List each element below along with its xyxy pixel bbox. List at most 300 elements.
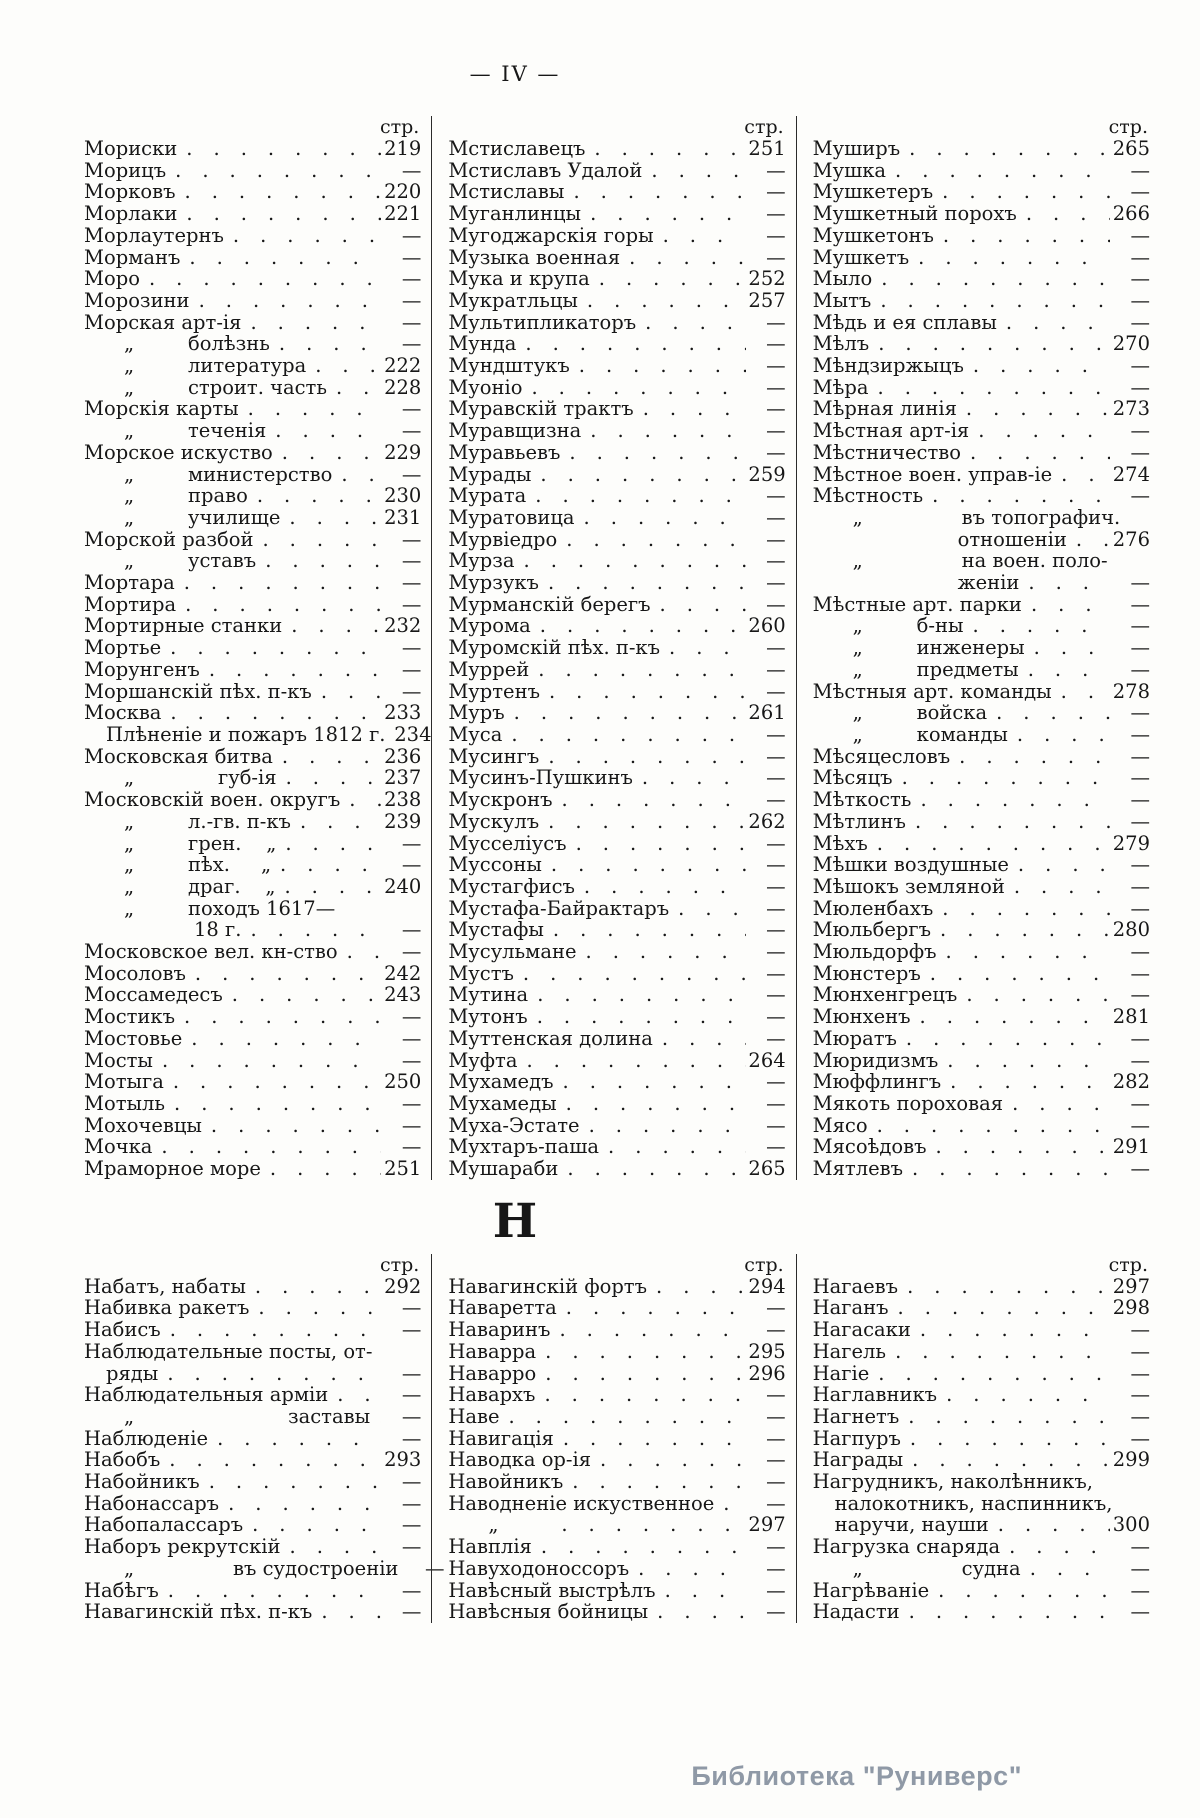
index-column — [84, 1253, 445, 1624]
entry-title: Наблюденіе — [84, 1426, 209, 1450]
entry-title: Муса — [448, 722, 503, 746]
index-entry — [84, 398, 421, 420]
entry-title: Муравскій трактъ — [448, 397, 634, 421]
index-entry — [448, 1276, 785, 1298]
dot-leader — [669, 898, 746, 919]
index-entry — [448, 984, 785, 1006]
index-entry — [813, 1406, 1150, 1428]
index-entry — [84, 225, 421, 247]
index-entry — [84, 984, 421, 1006]
index-entry — [813, 1449, 1150, 1471]
entry-page-number: — — [1130, 419, 1150, 443]
entry-title: литература — [188, 354, 307, 378]
dot-leader — [261, 1158, 381, 1179]
dot-leader — [921, 963, 1110, 984]
ditto-mark: „ — [852, 722, 863, 746]
entry-page-number: — — [401, 853, 422, 877]
entry-title: Набѣгъ — [84, 1578, 159, 1602]
entry-title: заставы — [288, 1404, 371, 1428]
dot-leader — [581, 420, 745, 441]
dot-leader — [903, 1449, 1110, 1470]
dot-leader — [248, 485, 382, 506]
entry-title: Мюленбахъ — [812, 896, 934, 920]
entry-title: строит. часть — [188, 375, 327, 399]
index-entry — [813, 1471, 1150, 1493]
entry-page-number: — — [766, 766, 786, 790]
entry-page-number: — — [766, 1318, 786, 1342]
entry-page-number: — — [1130, 1091, 1150, 1115]
entry-title: Наблюдательныя арміи — [84, 1383, 329, 1407]
dot-leader — [969, 420, 1110, 441]
entry-page-number: — — [1130, 1026, 1150, 1050]
index-entry — [813, 1363, 1150, 1385]
index-entry — [448, 1449, 785, 1471]
dot-leader — [208, 1428, 381, 1449]
entry-title: Мюратъ — [812, 1026, 897, 1050]
index-entry — [813, 1580, 1150, 1602]
entry-title: команды — [916, 722, 1008, 746]
entry-title: Мустъ — [448, 961, 514, 985]
entry-title: Мурады — [448, 462, 532, 486]
dot-leader — [532, 1536, 746, 1557]
entry-page-number: — — [1130, 1339, 1150, 1363]
dot-leader — [552, 1514, 745, 1535]
entry-title: Наводка ор-ія — [448, 1448, 592, 1472]
entry-page-number: 264 — [748, 1048, 786, 1072]
entry-title: Наваринъ — [448, 1318, 551, 1342]
entry-page-number: — — [766, 831, 786, 855]
entry-title: Московское вел. кн-ство — [84, 940, 338, 964]
entry-title: Мурза — [448, 549, 515, 573]
entry-page-number: — — [766, 1404, 786, 1428]
entry-page-number: 221 — [384, 202, 422, 226]
entry-title: Мѣхъ — [812, 831, 868, 855]
entry-title: Навархъ — [448, 1383, 536, 1407]
entry-page-number: — — [401, 158, 422, 182]
dot-leader — [629, 1558, 746, 1579]
index-entry — [448, 485, 785, 507]
entry-page-number: — — [766, 1578, 786, 1602]
entry-page-number: 233 — [384, 701, 422, 725]
entry-title: Мѣсяцъ — [812, 766, 893, 790]
entry-title: губ-ія — [218, 766, 277, 790]
entry-title: Мякоть пороховая — [812, 1091, 1004, 1115]
dot-leader — [647, 1276, 746, 1297]
dot-leader — [539, 811, 746, 832]
column-header-str: стр. — [1108, 116, 1148, 138]
entry-title: Мѣшокъ земляной — [812, 874, 1005, 898]
entry-page-number: — — [766, 722, 786, 746]
index-entry — [813, 268, 1150, 290]
entry-page-number: — — [1130, 223, 1150, 247]
entry-title: Муссоны — [448, 853, 542, 877]
index-entry — [813, 615, 1150, 637]
index-entry — [84, 1071, 421, 1093]
dot-leader — [929, 1580, 1110, 1601]
entry-page-number: 243 — [384, 983, 422, 1007]
index-entry — [448, 333, 785, 355]
entry-title: Мстиславъ Удалой — [448, 158, 643, 182]
entry-page-number: — — [401, 679, 422, 703]
entry-page-number: — — [401, 1296, 422, 1320]
entry-title: инженеры — [916, 636, 1025, 660]
section-letter-divider: Н — [492, 1193, 538, 1249]
entry-page-number: — — [1130, 1383, 1150, 1407]
entry-page-number: — — [1130, 1600, 1150, 1624]
index-column — [84, 116, 431, 1180]
dot-leader — [901, 1428, 1110, 1449]
dot-leader — [328, 1384, 381, 1405]
entry-title: Мутина — [448, 983, 529, 1007]
entry-page-number: — — [1130, 1361, 1150, 1385]
index-entry — [84, 181, 421, 203]
ditto-mark: „ — [124, 419, 135, 443]
entry-title: Мясоѣдовъ — [812, 1135, 927, 1159]
entry-title: Мюнхенъ — [812, 1005, 911, 1029]
entry-title: Мѣлъ — [812, 332, 870, 356]
dot-leader — [160, 1449, 381, 1470]
entry-page-number: — — [766, 1383, 786, 1407]
entry-page-number: 234 — [394, 722, 432, 746]
dot-leader — [177, 203, 381, 224]
index-entry — [448, 312, 785, 334]
entry-page-number: — — [1130, 1318, 1150, 1342]
index-entry — [84, 1136, 421, 1158]
entry-page-number: — — [766, 1426, 786, 1450]
entry-page-number: 266 — [1112, 202, 1150, 226]
dot-leader — [554, 1428, 746, 1449]
dot-leader — [957, 984, 1110, 1005]
index-entry — [448, 833, 785, 855]
entry-title: Мюффлингъ — [812, 1070, 942, 1094]
entry-title: Муравьевъ — [448, 440, 561, 464]
entry-page-number: — — [1130, 809, 1150, 833]
entry-page-number: — — [766, 245, 786, 269]
index-entry — [84, 637, 421, 659]
index-entry — [84, 507, 421, 529]
dot-leader — [1005, 876, 1110, 897]
entry-page-number: 240 — [384, 874, 422, 898]
entry-page-number: 265 — [748, 1157, 786, 1181]
ditto-mark: „ — [852, 1556, 863, 1580]
entry-page-number: — — [1130, 788, 1150, 812]
dot-leader — [1009, 854, 1110, 875]
entry-page-number: 237 — [384, 766, 422, 790]
entry-page-number: — — [1130, 1535, 1150, 1559]
index-entry — [84, 529, 421, 551]
entry-title: наручи, науши — [834, 1513, 989, 1537]
index-entry — [448, 550, 785, 572]
entry-page-number: — — [766, 1448, 786, 1472]
dot-leader — [557, 1093, 746, 1114]
dot-leader — [332, 464, 381, 485]
dot-leader — [714, 1493, 745, 1514]
dot-leader — [871, 290, 1110, 311]
index-section-n — [0, 1254, 1200, 1623]
entry-title: Муръ — [448, 701, 505, 725]
index-entry — [84, 290, 421, 312]
index-entry — [84, 1319, 421, 1341]
dot-leader — [529, 659, 745, 680]
entry-title: Мунда — [448, 332, 517, 356]
entry-page-number: — — [766, 918, 786, 942]
entry-page-number: — — [401, 1361, 422, 1385]
entry-title: Набопалассаръ — [84, 1513, 244, 1537]
index-entry — [813, 1493, 1150, 1515]
dot-leader — [651, 594, 746, 615]
index-entry — [448, 854, 785, 876]
dot-leader — [869, 1363, 1110, 1384]
dot-leader — [175, 572, 382, 593]
index-entry — [813, 702, 1150, 724]
entry-title: Мясо — [812, 1113, 868, 1137]
index-entry — [84, 550, 421, 572]
entry-page-number: — — [401, 1091, 422, 1115]
index-entry — [448, 789, 785, 811]
entry-page-number: 274 — [1112, 462, 1150, 486]
dot-leader — [528, 1006, 746, 1027]
entry-page-number: — — [1130, 1556, 1150, 1580]
entry-page-number: — — [401, 267, 422, 291]
entry-page-number: — — [1130, 440, 1150, 464]
dot-leader — [190, 290, 382, 311]
dot-leader — [517, 1050, 745, 1071]
entry-page-number: — — [766, 896, 786, 920]
dot-leader — [570, 355, 746, 376]
entry-page-number: — — [1130, 614, 1150, 638]
index-entry — [84, 746, 421, 768]
entry-page-number: 230 — [384, 484, 422, 508]
entry-page-number: — — [766, 1026, 786, 1050]
index-entry — [84, 1115, 421, 1137]
entry-page-number: 295 — [748, 1339, 786, 1363]
dot-leader — [253, 529, 381, 550]
index-entry — [813, 963, 1150, 985]
dot-leader — [590, 268, 746, 289]
dot-leader — [327, 377, 381, 398]
index-entry — [84, 615, 421, 637]
entry-title: Мушкетъ — [812, 245, 910, 269]
entry-title: Мраморное море — [84, 1157, 261, 1181]
entry-title: Мушкетеръ — [812, 180, 934, 204]
entry-title: Навигація — [448, 1426, 554, 1450]
index-entry — [448, 919, 785, 941]
dot-leader — [581, 203, 746, 224]
entry-title: Набивка ракетъ — [84, 1296, 250, 1320]
index-entry — [448, 1115, 785, 1137]
dot-leader — [176, 181, 382, 202]
dot-leader — [911, 1319, 1110, 1340]
dot-leader — [575, 507, 746, 528]
index-entry — [448, 247, 785, 269]
index-entry — [84, 963, 421, 985]
entry-page-number: 299 — [1112, 1448, 1150, 1472]
dot-leader — [563, 1471, 745, 1492]
entry-page-number: — — [1130, 1113, 1150, 1137]
dot-leader — [256, 550, 381, 571]
dot-leader — [241, 919, 381, 940]
entry-title: Мусингъ — [448, 744, 540, 768]
index-entry — [813, 507, 1150, 529]
index-entry — [813, 1158, 1150, 1180]
entry-title: Музыка военная — [448, 245, 621, 269]
entry-page-number: — — [1130, 310, 1150, 334]
dot-leader — [249, 1297, 381, 1318]
ditto-mark: „ — [124, 375, 135, 399]
dot-leader — [276, 833, 381, 854]
entry-page-number: 242 — [384, 961, 422, 985]
entry-page-number: — — [1130, 722, 1150, 746]
entry-page-number: 251 — [384, 1157, 422, 1181]
entry-page-number: — — [401, 1026, 422, 1050]
entry-page-number: — — [766, 874, 786, 898]
entry-title: Наганъ — [812, 1296, 889, 1320]
dot-leader — [531, 615, 746, 636]
entry-page-number: — — [1130, 940, 1150, 964]
index-entry — [813, 312, 1150, 334]
entry-title: Мотыга — [84, 1070, 164, 1094]
dot-leader — [554, 1071, 746, 1092]
dot-leader — [868, 1115, 1110, 1136]
entry-title: Навѣсный выстрѣлъ — [448, 1578, 656, 1602]
entry-title: Муртенъ — [448, 679, 540, 703]
dot-leader — [1019, 659, 1110, 680]
index-entry — [84, 1363, 421, 1385]
index-entry — [84, 659, 421, 681]
index-entry — [84, 1276, 421, 1298]
dot-leader — [893, 767, 1110, 788]
entry-page-number: — — [401, 1470, 422, 1494]
entry-title: Мѣсяцесловъ — [812, 744, 951, 768]
entry-title: Мюльдорфъ — [812, 940, 937, 964]
ditto-mark: „ — [124, 809, 135, 833]
entry-title: Мухамеды — [448, 1091, 557, 1115]
entry-page-number: 238 — [384, 788, 422, 812]
entry-title: Наблюдательные посты, от- — [84, 1339, 373, 1363]
dot-leader — [531, 464, 745, 485]
index-entry — [813, 594, 1150, 616]
index-entry — [448, 1601, 785, 1623]
index-entry — [813, 898, 1150, 920]
entry-title: училище — [188, 505, 281, 529]
index-entry — [84, 442, 421, 464]
index-entry — [84, 1028, 421, 1050]
entry-title: женіи — [957, 571, 1020, 595]
dot-leader — [241, 312, 381, 333]
entry-page-number: — — [1130, 1426, 1150, 1450]
entry-page-number: — — [401, 1513, 422, 1537]
index-entry — [813, 1006, 1150, 1028]
entry-page-number: 228 — [384, 375, 422, 399]
dot-leader — [903, 1158, 1110, 1179]
entry-title: Мѣстность — [812, 484, 924, 508]
dot-leader — [277, 767, 382, 788]
entry-page-number: 232 — [384, 614, 422, 638]
entry-page-number: — — [1130, 158, 1150, 182]
index-entry — [813, 181, 1150, 203]
entry-title: Мускулъ — [448, 809, 540, 833]
index-entry — [84, 1428, 421, 1450]
entry-page-number: — — [401, 636, 422, 660]
entry-page-number: 250 — [384, 1070, 422, 1094]
entry-title: Мостовье — [84, 1026, 183, 1050]
entry-page-number: 298 — [1112, 1296, 1150, 1320]
entry-page-number: — — [401, 288, 422, 312]
dot-leader — [516, 333, 745, 354]
entry-page-number: — — [766, 657, 786, 681]
dot-leader — [957, 398, 1110, 419]
dot-leader — [585, 138, 745, 159]
entry-page-number: — — [401, 397, 422, 421]
entry-title: Нагель — [812, 1339, 887, 1363]
entry-page-number: 296 — [748, 1361, 786, 1385]
dot-leader — [906, 811, 1110, 832]
dot-leader — [280, 507, 381, 528]
index-entry — [813, 854, 1150, 876]
dot-leader — [656, 1580, 746, 1601]
index-entry — [448, 377, 785, 399]
entry-title: 18 г. — [194, 918, 242, 942]
index-entry — [813, 1136, 1150, 1158]
entry-title: Мѣстные арт. парки — [812, 592, 1022, 616]
entry-title: Мотыль — [84, 1091, 166, 1115]
dot-leader — [182, 1028, 381, 1049]
entry-page-number: — — [1130, 766, 1150, 790]
entry-page-number: — — [766, 332, 786, 356]
entry-title: Мѣтлинъ — [812, 809, 906, 833]
entry-page-number: — — [766, 853, 786, 877]
dot-leader — [539, 572, 746, 593]
index-entry — [813, 1341, 1150, 1363]
entry-page-number: 280 — [1112, 918, 1150, 942]
entry-page-number: — — [766, 592, 786, 616]
index-entry — [448, 746, 785, 768]
dot-leader — [180, 247, 381, 268]
index-entry — [84, 1493, 421, 1515]
entry-page-number: — — [401, 223, 422, 247]
index-entry — [84, 160, 421, 182]
index-entry — [813, 659, 1150, 681]
entry-title: Навагинскій фортъ — [448, 1274, 647, 1298]
entry-page-number: — — [401, 419, 422, 443]
ditto-mark: „ — [124, 1404, 135, 1428]
ditto-mark: „ — [124, 1556, 135, 1580]
index-entry — [813, 225, 1150, 247]
entry-title: въ топографич. — [961, 505, 1121, 529]
entry-title: Мохочевцы — [84, 1113, 202, 1137]
dot-leader — [266, 420, 381, 441]
entry-title: Мѣдь и ея сплавы — [812, 310, 997, 334]
entry-title: Мухтаръ-паша — [448, 1135, 600, 1159]
entry-page-number: 293 — [384, 1448, 422, 1472]
entry-page-number: — — [424, 1556, 445, 1580]
dot-leader — [340, 789, 381, 810]
entry-title: Навойникъ — [448, 1470, 564, 1494]
index-entry — [813, 1319, 1150, 1341]
dot-leader — [502, 724, 745, 745]
index-entry — [84, 594, 421, 616]
dot-leader — [202, 1115, 381, 1136]
entry-page-number: 261 — [748, 701, 786, 725]
entry-title: Нагаевъ — [812, 1274, 899, 1298]
dot-leader — [159, 1580, 382, 1601]
index-entry — [84, 1601, 421, 1623]
entry-page-number: 297 — [1112, 1274, 1150, 1298]
dot-leader — [889, 1297, 1110, 1318]
entry-title: Мюридизмъ — [812, 1048, 939, 1072]
index-entry — [448, 1006, 785, 1028]
entry-title: Мортирные станки — [84, 614, 283, 638]
